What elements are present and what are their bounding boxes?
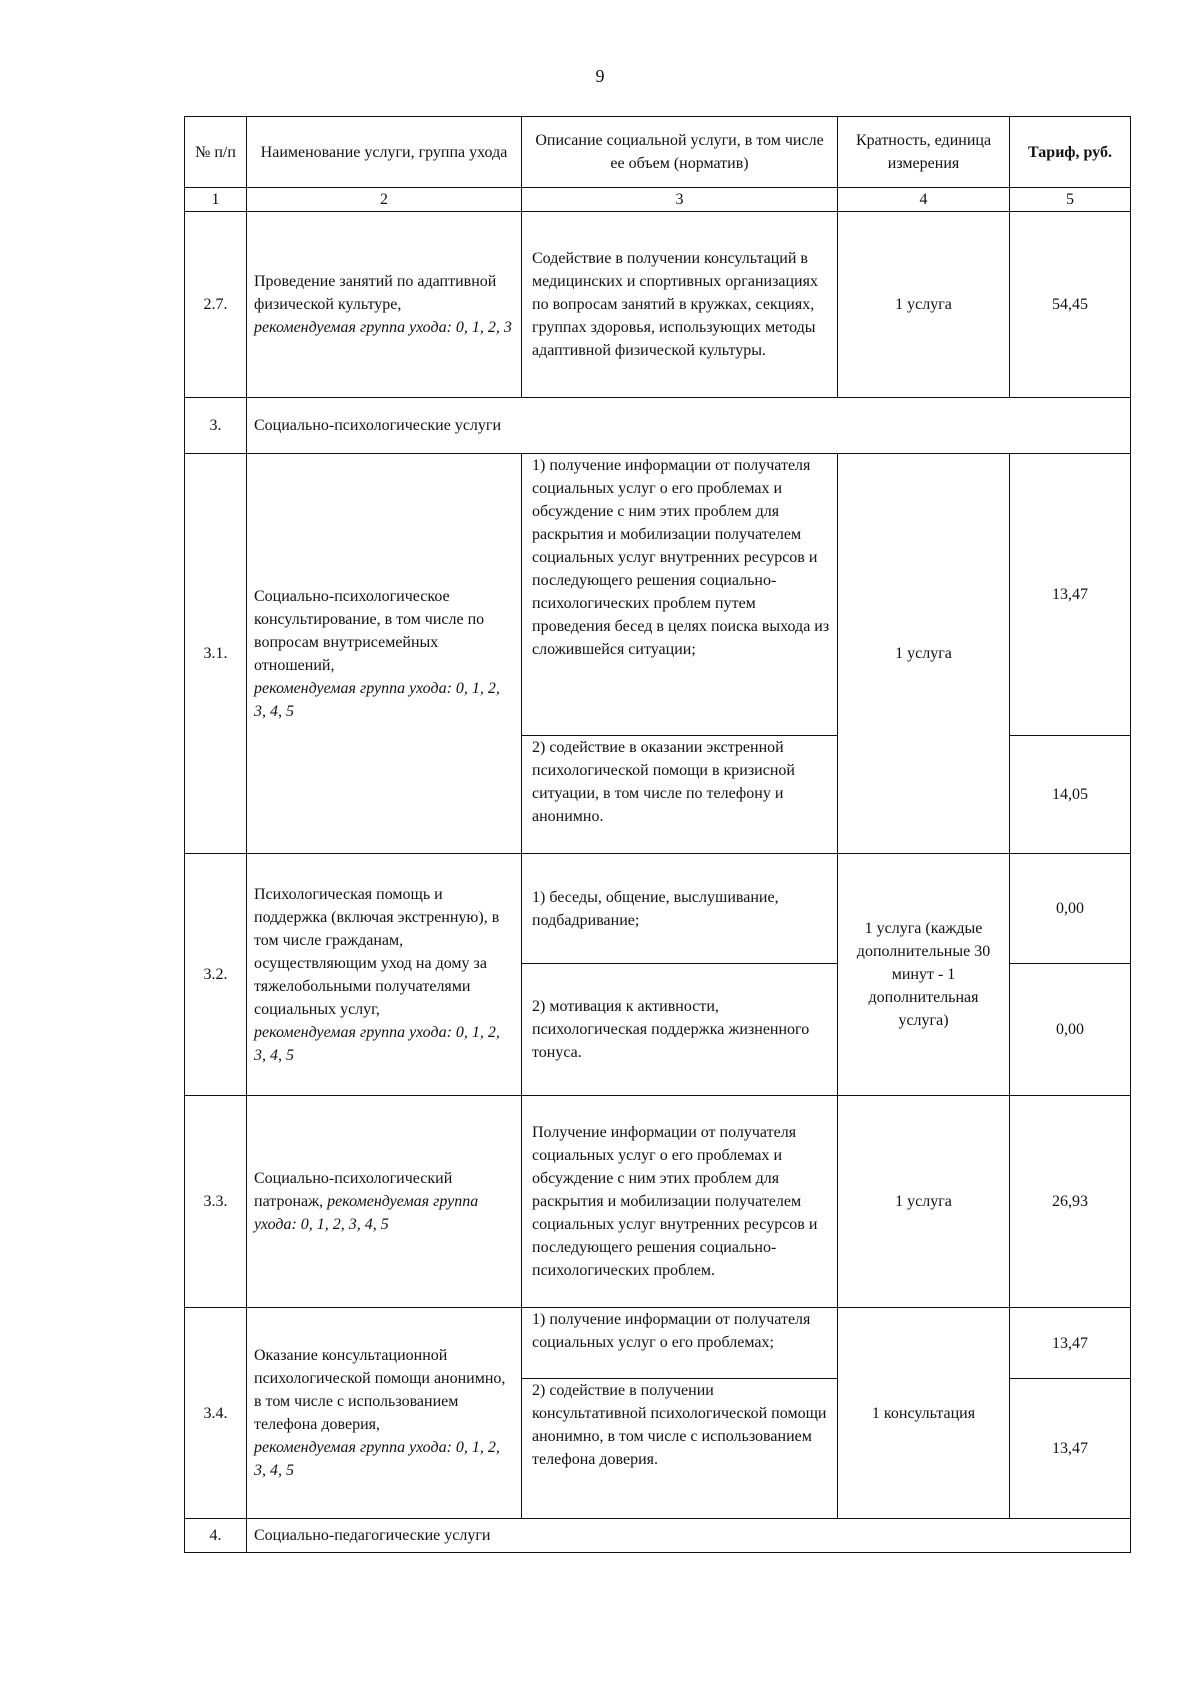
section-number: 4. [185, 1519, 247, 1553]
row-number: 3.3. [185, 1096, 247, 1308]
service-name-cell [247, 854, 522, 1096]
tariff: 13,47 [1010, 1308, 1131, 1379]
tariff: 13,47 [1010, 454, 1131, 736]
frequency: 1 услуга [838, 212, 1010, 398]
tariff: 54,45 [1010, 212, 1131, 398]
header-row [185, 117, 1131, 188]
service-name-cell [247, 454, 522, 854]
service-name: Проведение занятий по адаптивной физической культуре, [254, 273, 497, 313]
service-description: 2) мотивация к активности, психологическая поддержка жизненного тонуса. [522, 964, 838, 1096]
header-desc: Описание социальной услуги, в том числе ее объем (норматив) [522, 117, 838, 188]
care-group: рекомендуемая группа ухода: 0, 1, 2, 3 [254, 319, 512, 336]
header-freq: Кратность, единица измерения [838, 117, 1010, 188]
row-number: 3.1. [185, 454, 247, 854]
service-name: Психологическая помощь и поддержка (включая экстренную), в том числе гражданам, осуществляющим уход на дому за тяжелобольными получателями социальных услуг, [254, 885, 500, 1018]
col-number-5: 5 [1010, 188, 1131, 212]
header-tariff: Тариф, руб. [1010, 117, 1131, 188]
frequency: 1 услуга [838, 1096, 1010, 1308]
service-name: Социально-психологический патронаж, [254, 1170, 453, 1210]
section-number: 3. [185, 398, 247, 454]
column-number-row [185, 188, 1131, 212]
tariff: 13,47 [1010, 1379, 1131, 1519]
service-description: 2) содействие в получении консультативной психологической помощи анонимно, в том числе с использованием телефона доверия. [522, 1379, 838, 1519]
service-description: Содействие в получении консультаций в медицинских и спортивных организациях по вопросам занятий в кружках, секциях, группах здоровья, использующих методы адаптивной физической культуры. [522, 212, 838, 398]
table-row [185, 854, 1131, 964]
frequency: 1 консультация [838, 1308, 1010, 1519]
care-group: рекомендуемая группа ухода: 0, 1, 2, 3, 4, 5 [254, 679, 500, 720]
services-table [184, 116, 1131, 1553]
care-group: рекомендуемая группа ухода: 0, 1, 2, 3, 4, 5 [254, 1023, 500, 1064]
section-title: Социально-педагогические услуги [247, 1519, 1131, 1553]
service-name-cell [247, 1096, 522, 1308]
tariff: 0,00 [1010, 854, 1131, 964]
table-row [185, 454, 1131, 736]
care-group: рекомендуемая группа ухода: 0, 1, 2, 3, 4, 5 [254, 1193, 479, 1233]
col-number-2: 2 [247, 188, 522, 212]
row-number: 3.4. [185, 1308, 247, 1519]
section-title: Социально-психологические услуги [247, 398, 1131, 454]
table-row [185, 212, 1131, 398]
header-num: № п/п [185, 117, 247, 188]
table-row [185, 1308, 1131, 1379]
service-name-cell [247, 1308, 522, 1519]
tariff: 0,00 [1010, 964, 1131, 1096]
col-number-1: 1 [185, 188, 247, 212]
frequency: 1 услуга (каждые дополнительные 30 минут - 1 дополнительная услуга) [838, 854, 1010, 1096]
header-name: Наименование услуги, группа ухода [247, 117, 522, 188]
service-description: 1) получение информации от получателя социальных услуг о его проблемах; [522, 1308, 838, 1379]
care-group: рекомендуемая группа ухода: 0, 1, 2, 3, 4, 5 [254, 1439, 500, 1479]
row-number: 3.2. [185, 854, 247, 1096]
table-row [185, 1096, 1131, 1308]
service-description: 1) беседы, общение, выслушивание, подбадривание; [522, 854, 838, 964]
frequency: 1 услуга [838, 454, 1010, 854]
col-number-3: 3 [522, 188, 838, 212]
section-row [185, 1519, 1131, 1553]
service-description: Получение информации от получателя социальных услуг о его проблемах и обсуждение с ним этих проблем для раскрытия и мобилизации получателем социальных услуг внутренних ресурсов и последующего решения социально-психологических проблем. [522, 1096, 838, 1308]
page-number: 9 [595, 66, 605, 86]
service-description: 1) получение информации от получателя социальных услуг о его проблемах и обсуждение с ним этих проблем для раскрытия и мобилизации получателем социальных услуг внутренних ресурсов и последующего решения социально-психологических проблем путем проведения бесед в целях поиска выхода из сложившейся ситуации; [522, 454, 838, 736]
service-description: 2) содействие в оказании экстренной психологической помощи в кризисной ситуации, в том числе по телефону и анонимно. [522, 736, 838, 854]
col-number-4: 4 [838, 188, 1010, 212]
tariff: 26,93 [1010, 1096, 1131, 1308]
section-row [185, 398, 1131, 454]
service-name: Социально-психологическое консультирование, в том числе по вопросам внутрисемейных отношений, [254, 587, 485, 674]
service-name-cell [247, 212, 522, 398]
service-name: Оказание консультационной психологической помощи анонимно, в том числе с использованием телефона доверия, [254, 1347, 506, 1433]
tariff: 14,05 [1010, 736, 1131, 854]
row-number: 2.7. [185, 212, 247, 398]
